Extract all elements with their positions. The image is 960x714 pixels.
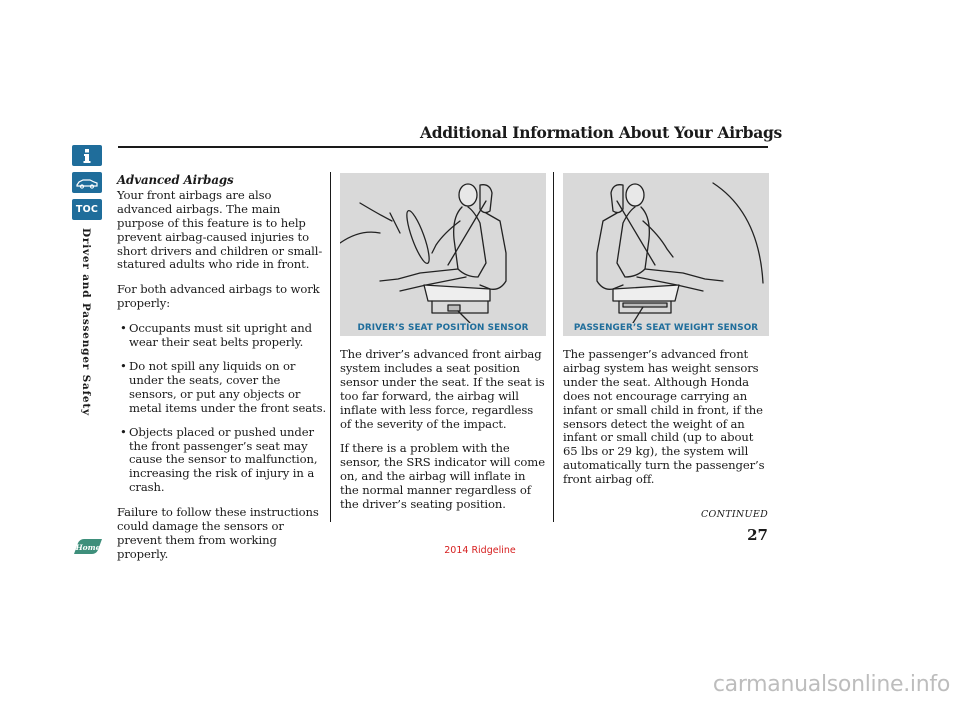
driver-sensor-paragraph: The driver’s advanced front airbag system includes a seat position sensor under the seat. If the seat is too far forward, the airbag will inflate with less force, regardless of the severity of the impact. bbox=[340, 347, 545, 431]
sensor-problem-paragraph: If there is a problem with the sensor, the SRS indicator will come on, and the airbag will inflate in the normal manner regardless of the driver’s seating position. bbox=[340, 441, 545, 512]
home-button[interactable] bbox=[72, 538, 104, 555]
column-advanced-airbags bbox=[117, 174, 327, 573]
section-side-label bbox=[80, 228, 94, 548]
passenger-seat-illustration bbox=[563, 173, 769, 323]
figure-caption: DRIVER’S SEAT POSITION SENSOR bbox=[357, 323, 529, 333]
site-watermark: carmanualsonline.info bbox=[712, 672, 950, 697]
continued-label: CONTINUED bbox=[700, 509, 768, 520]
section-side-label-text: Driver and Passenger Safety bbox=[80, 228, 92, 416]
toc-button[interactable]: TOC bbox=[72, 199, 102, 220]
list-item: • Do not spill any liquids on or under the seats, cover the sensors, or put any objects or metal items under the front seats. bbox=[117, 360, 327, 416]
title-rule bbox=[118, 146, 768, 148]
requirements-list bbox=[117, 322, 327, 495]
info-button[interactable] bbox=[72, 145, 102, 166]
lead-paragraph: For both advanced airbags to work properly: bbox=[117, 282, 320, 311]
column-passenger-sensor bbox=[563, 348, 769, 498]
column-divider bbox=[330, 172, 331, 522]
passenger-seat-figure bbox=[563, 173, 769, 336]
driver-seat-illustration bbox=[340, 173, 546, 323]
driver-seat-figure bbox=[340, 173, 546, 336]
column-divider bbox=[553, 172, 554, 522]
column-driver-sensor bbox=[340, 348, 546, 523]
passenger-sensor-paragraph: The passenger’s advanced front airbag system has weight sensors under the seat. Although Honda does not encourage carrying an infant or small child in front, if the sensors detect the weight of an infant or small child (up to about 65 lbs or 29 kg), the system will automatically turn the passenger’s front airbag off. bbox=[563, 347, 765, 487]
closing-paragraph: Failure to follow these instructions could damage the sensors or prevent them from working properly. bbox=[117, 505, 319, 561]
car-icon bbox=[75, 177, 99, 189]
page-title: Additional Information About Your Airbags bbox=[420, 123, 782, 142]
list-item: • Occupants must sit upright and wear their seat belts properly. bbox=[117, 322, 327, 350]
figure-caption: PASSENGER’S SEAT WEIGHT SENSOR bbox=[573, 323, 759, 333]
intro-paragraph: Your front airbags are also advanced airbags. The main purpose of this feature is to help prevent airbag-caused injuries to short drivers and children or small-statured adults who ride in front. bbox=[117, 187, 323, 272]
info-icon bbox=[80, 148, 94, 164]
home-icon bbox=[72, 538, 104, 555]
list-item: • Objects placed or pushed under the front passenger’s seat may cause the sensor to malfunction, increasing the risk of injury in a crash. bbox=[117, 426, 327, 496]
page-number: 27 bbox=[747, 526, 768, 544]
car-index-button[interactable] bbox=[72, 172, 102, 193]
model-watermark: 2014 Ridgeline bbox=[444, 545, 516, 556]
section-heading: Advanced Airbags bbox=[117, 173, 234, 187]
home-icon-label: Home bbox=[75, 543, 101, 552]
